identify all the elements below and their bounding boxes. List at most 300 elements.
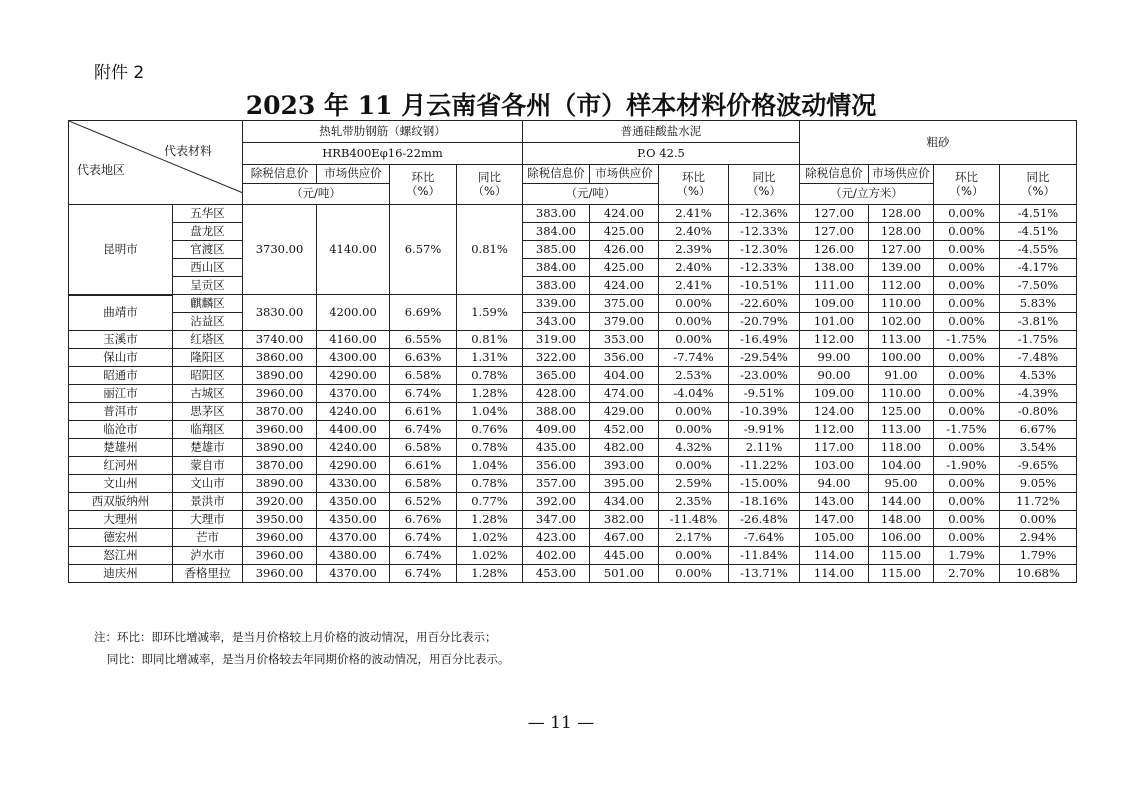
- cement-mom: 0.00%: [659, 421, 729, 439]
- cement-tax-excluded-price-header: 除税信息价: [523, 165, 590, 184]
- steel-market-price: 4370.00: [317, 565, 390, 583]
- steel-tax-excluded-price: 3730.00: [243, 205, 317, 295]
- cement-unit: （元/吨）: [523, 184, 659, 205]
- pct-label: （%）: [747, 183, 781, 198]
- cement-tax-excluded-price: 423.00: [523, 529, 590, 547]
- sand-mom: 0.00%: [934, 529, 1000, 547]
- city-name: 丽江市: [69, 385, 173, 403]
- sand-market-price: 115.00: [869, 565, 934, 583]
- sand-yoy: 5.83%: [1000, 295, 1077, 313]
- cement-market-price: 404.00: [590, 367, 659, 385]
- sand-tax-excluded-price: 101.00: [800, 313, 869, 331]
- cement-tax-excluded-price: 384.00: [523, 223, 590, 241]
- sand-mom: 0.00%: [934, 439, 1000, 457]
- steel-market-price: 4330.00: [317, 475, 390, 493]
- cement-market-price: 375.00: [590, 295, 659, 313]
- cement-market-price: 452.00: [590, 421, 659, 439]
- sand-mom-header: [934, 165, 1000, 205]
- cement-market-price: 429.00: [590, 403, 659, 421]
- city-name: 迪庆州: [69, 565, 173, 583]
- sand-tax-excluded-price: 112.00: [800, 421, 869, 439]
- steel-yoy: 1.31%: [457, 349, 523, 367]
- steel-mom: 6.74%: [390, 565, 457, 583]
- cement-yoy: -18.16%: [729, 493, 800, 511]
- sand-market-price: 110.00: [869, 295, 934, 313]
- steel-tax-excluded-price: 3890.00: [243, 475, 317, 493]
- sand-yoy: 3.54%: [1000, 439, 1077, 457]
- cement-tax-excluded-price: 409.00: [523, 421, 590, 439]
- steel-yoy: 1.28%: [457, 511, 523, 529]
- table-row: [69, 493, 1077, 511]
- cement-mom: 2.17%: [659, 529, 729, 547]
- cement-market-price: 445.00: [590, 547, 659, 565]
- cement-market-price: 353.00: [590, 331, 659, 349]
- steel-yoy: 1.28%: [457, 385, 523, 403]
- sand-mom: 0.00%: [934, 295, 1000, 313]
- district-name: 隆阳区: [173, 349, 243, 367]
- cement-yoy: -20.79%: [729, 313, 800, 331]
- cement-market-price: 474.00: [590, 385, 659, 403]
- cement-mom: 2.35%: [659, 493, 729, 511]
- cement-yoy: -12.36%: [729, 205, 800, 223]
- cement-tax-excluded-price: 384.00: [523, 259, 590, 277]
- cement-market-price: 482.00: [590, 439, 659, 457]
- cement-mom: 0.00%: [659, 313, 729, 331]
- sand-yoy: -4.39%: [1000, 385, 1077, 403]
- sand-mom: 0.00%: [934, 349, 1000, 367]
- sand-market-price: 106.00: [869, 529, 934, 547]
- sand-tax-excluded-price: 117.00: [800, 439, 869, 457]
- sand-mom: 0.00%: [934, 403, 1000, 421]
- table-row: [69, 295, 1077, 313]
- cement-yoy: -7.64%: [729, 529, 800, 547]
- sand-mom: 0.00%: [934, 241, 1000, 259]
- district-name: 香格里拉: [173, 565, 243, 583]
- cement-mom: 2.41%: [659, 205, 729, 223]
- steel-mom: 6.58%: [390, 439, 457, 457]
- sand-yoy: -3.81%: [1000, 313, 1077, 331]
- sand-mom: -1.75%: [934, 331, 1000, 349]
- city-name: 楚雄州: [69, 439, 173, 457]
- steel-market-price: 4290.00: [317, 367, 390, 385]
- cement-yoy: -9.91%: [729, 421, 800, 439]
- cement-tax-excluded-price: 435.00: [523, 439, 590, 457]
- mom-label: 环比: [682, 170, 705, 185]
- steel-market-price: 4300.00: [317, 349, 390, 367]
- steel-unit: （元/吨）: [243, 184, 390, 205]
- steel-tax-excluded-price: 3950.00: [243, 511, 317, 529]
- table-row: [69, 565, 1077, 583]
- steel-market-price: 4140.00: [317, 205, 390, 295]
- city-name: 德宏州: [69, 529, 173, 547]
- district-name: 蒙自市: [173, 457, 243, 475]
- sand-yoy: 9.05%: [1000, 475, 1077, 493]
- steel-market-price-header: 市场供应价: [317, 165, 390, 184]
- steel-tax-excluded-price: 3870.00: [243, 403, 317, 421]
- sand-mom: -1.90%: [934, 457, 1000, 475]
- table-row: [69, 241, 1077, 259]
- steel-yoy: 0.78%: [457, 367, 523, 385]
- cement-mom: 0.00%: [659, 547, 729, 565]
- cement-material-name: 普通硅酸盐水泥: [523, 121, 800, 143]
- sand-market-price: 128.00: [869, 223, 934, 241]
- sand-market-price: 112.00: [869, 277, 934, 295]
- district-name: 景洪市: [173, 493, 243, 511]
- cement-tax-excluded-price: 356.00: [523, 457, 590, 475]
- table-row: [69, 367, 1077, 385]
- sand-tax-excluded-price: 90.00: [800, 367, 869, 385]
- sand-mom: 0.00%: [934, 259, 1000, 277]
- sand-market-price: 104.00: [869, 457, 934, 475]
- table-row: [69, 529, 1077, 547]
- sand-tax-excluded-price: 143.00: [800, 493, 869, 511]
- cement-market-price: 501.00: [590, 565, 659, 583]
- sand-market-price: 118.00: [869, 439, 934, 457]
- cement-market-price: 425.00: [590, 259, 659, 277]
- sand-market-price: 148.00: [869, 511, 934, 529]
- steel-yoy: 1.59%: [457, 295, 523, 331]
- sand-yoy: 6.67%: [1000, 421, 1077, 439]
- district-name: 泸水市: [173, 547, 243, 565]
- sand-mom: 0.00%: [934, 511, 1000, 529]
- steel-yoy: 0.77%: [457, 493, 523, 511]
- sand-tax-excluded-price: 138.00: [800, 259, 869, 277]
- city-name: 大理州: [69, 511, 173, 529]
- sand-market-price: 95.00: [869, 475, 934, 493]
- steel-market-price: 4240.00: [317, 403, 390, 421]
- cement-mom: 0.00%: [659, 295, 729, 313]
- cement-yoy: -23.00%: [729, 367, 800, 385]
- steel-mom: 6.69%: [390, 295, 457, 331]
- district-name: 芒市: [173, 529, 243, 547]
- sand-tax-excluded-price: 114.00: [800, 547, 869, 565]
- pct-label: （%）: [676, 183, 711, 198]
- sand-mom: 0.00%: [934, 367, 1000, 385]
- steel-tax-excluded-price: 3890.00: [243, 439, 317, 457]
- cement-market-price: 467.00: [590, 529, 659, 547]
- district-name: 临翔区: [173, 421, 243, 439]
- table-row: [69, 259, 1077, 277]
- sand-mom: 0.00%: [934, 475, 1000, 493]
- cement-market-price: 425.00: [590, 223, 659, 241]
- district-name: 古城区: [173, 385, 243, 403]
- steel-tax-excluded-price: 3860.00: [243, 349, 317, 367]
- district-name: 盘龙区: [173, 223, 243, 241]
- cement-market-price: 395.00: [590, 475, 659, 493]
- cement-mom: 2.53%: [659, 367, 729, 385]
- table-row: [69, 421, 1077, 439]
- table-row: [69, 205, 1077, 223]
- cement-mom: 0.00%: [659, 403, 729, 421]
- city-name: 临沧市: [69, 421, 173, 439]
- sand-unit: （元/立方米）: [800, 184, 934, 205]
- sand-market-price: 115.00: [869, 547, 934, 565]
- cement-yoy: -11.84%: [729, 547, 800, 565]
- cement-yoy: -26.48%: [729, 511, 800, 529]
- steel-market-price: 4370.00: [317, 385, 390, 403]
- cement-market-price: 434.00: [590, 493, 659, 511]
- steel-tax-excluded-price: 3890.00: [243, 367, 317, 385]
- steel-mom: 6.52%: [390, 493, 457, 511]
- steel-tax-excluded-price: 3920.00: [243, 493, 317, 511]
- cement-mom: 0.00%: [659, 565, 729, 583]
- sand-mom: 0.00%: [934, 313, 1000, 331]
- cement-tax-excluded-price: 428.00: [523, 385, 590, 403]
- cement-tax-excluded-price: 388.00: [523, 403, 590, 421]
- sand-market-price: 113.00: [869, 331, 934, 349]
- district-name: 大理市: [173, 511, 243, 529]
- steel-market-price: 4350.00: [317, 493, 390, 511]
- table-header: [69, 121, 1077, 205]
- steel-yoy: 1.04%: [457, 403, 523, 421]
- cement-yoy: -16.49%: [729, 331, 800, 349]
- cement-yoy-header: [729, 165, 800, 205]
- cement-mom: 0.00%: [659, 457, 729, 475]
- steel-mom: 6.74%: [390, 547, 457, 565]
- sand-tax-excluded-price: 127.00: [800, 205, 869, 223]
- mom-label: 环比: [955, 170, 978, 185]
- sand-yoy: 10.68%: [1000, 565, 1077, 583]
- cement-mom: 2.41%: [659, 277, 729, 295]
- yoy-label: 同比: [478, 170, 501, 185]
- cement-tax-excluded-price: 343.00: [523, 313, 590, 331]
- steel-yoy: 1.02%: [457, 529, 523, 547]
- sand-mom: -1.75%: [934, 421, 1000, 439]
- steel-market-price: 4380.00: [317, 547, 390, 565]
- district-name: 呈贡区: [173, 277, 243, 295]
- sand-yoy: 2.94%: [1000, 529, 1077, 547]
- table-row: [69, 331, 1077, 349]
- table-row: [69, 403, 1077, 421]
- sand-market-price: 102.00: [869, 313, 934, 331]
- cement-tax-excluded-price: 453.00: [523, 565, 590, 583]
- city-name: 保山市: [69, 349, 173, 367]
- cement-mom: 2.40%: [659, 259, 729, 277]
- sand-tax-excluded-price: 94.00: [800, 475, 869, 493]
- steel-material-name: 热轧带肋钢筋（螺纹钢）: [243, 121, 523, 143]
- pct-label: （%）: [406, 183, 440, 198]
- price-table: [68, 120, 1077, 583]
- cement-mom: 4.32%: [659, 439, 729, 457]
- sand-mom: 1.79%: [934, 547, 1000, 565]
- sand-tax-excluded-price: 127.00: [800, 223, 869, 241]
- cement-market-price: 393.00: [590, 457, 659, 475]
- sand-tax-excluded-price: 103.00: [800, 457, 869, 475]
- city-name: 普洱市: [69, 403, 173, 421]
- sand-yoy: -0.80%: [1000, 403, 1077, 421]
- cement-yoy: -10.39%: [729, 403, 800, 421]
- city-name: 昭通市: [69, 367, 173, 385]
- yoy-label: 同比: [752, 170, 776, 185]
- table-row: [69, 385, 1077, 403]
- steel-mom: 6.61%: [390, 457, 457, 475]
- cement-mom: 2.40%: [659, 223, 729, 241]
- cement-market-price-header: 市场供应价: [590, 165, 659, 184]
- sand-yoy: 0.00%: [1000, 511, 1077, 529]
- sand-mom: 0.00%: [934, 277, 1000, 295]
- sand-material-name: 粗砂: [800, 121, 1077, 165]
- corner-label-material: 代表材料: [163, 144, 212, 158]
- steel-mom: 6.74%: [390, 385, 457, 403]
- sand-yoy: 11.72%: [1000, 493, 1077, 511]
- district-name: 思茅区: [173, 403, 243, 421]
- steel-tax-excluded-price: 3870.00: [243, 457, 317, 475]
- cement-tax-excluded-price: 339.00: [523, 295, 590, 313]
- header-corner-cell: [69, 121, 243, 205]
- cement-tax-excluded-price: 402.00: [523, 547, 590, 565]
- steel-market-price: 4370.00: [317, 529, 390, 547]
- steel-market-price: 4240.00: [317, 439, 390, 457]
- city-name: 怒江州: [69, 547, 173, 565]
- cement-mom: -4.04%: [659, 385, 729, 403]
- sand-market-price: 113.00: [869, 421, 934, 439]
- attachment-label: 附件 2: [94, 63, 145, 83]
- sand-market-price: 100.00: [869, 349, 934, 367]
- sand-tax-excluded-price: 99.00: [800, 349, 869, 367]
- steel-market-price: 4200.00: [317, 295, 390, 331]
- cement-tax-excluded-price: 319.00: [523, 331, 590, 349]
- district-name: 红塔区: [173, 331, 243, 349]
- sand-yoy: -4.51%: [1000, 223, 1077, 241]
- cement-yoy: -9.51%: [729, 385, 800, 403]
- cement-yoy: -11.22%: [729, 457, 800, 475]
- sand-yoy: -4.55%: [1000, 241, 1077, 259]
- steel-mom: 6.61%: [390, 403, 457, 421]
- table-body: [69, 205, 1077, 583]
- steel-mom: 6.55%: [390, 331, 457, 349]
- sand-mom: 0.00%: [934, 493, 1000, 511]
- page-title: 2023 年 11 月云南省各州（市）样本材料价格波动情况: [245, 91, 877, 120]
- sand-yoy: 4.53%: [1000, 367, 1077, 385]
- steel-tax-excluded-price: 3960.00: [243, 385, 317, 403]
- district-name: 沾益区: [173, 313, 243, 331]
- city-name: 西双版纳州: [69, 493, 173, 511]
- sand-yoy: 1.79%: [1000, 547, 1077, 565]
- sand-mom: 0.00%: [934, 223, 1000, 241]
- sand-yoy: -4.51%: [1000, 205, 1077, 223]
- steel-market-price: 4290.00: [317, 457, 390, 475]
- yoy-label: 同比: [1026, 170, 1050, 185]
- cement-mom: -7.74%: [659, 349, 729, 367]
- table-row: [69, 511, 1077, 529]
- sand-tax-excluded-price: 109.00: [800, 295, 869, 313]
- steel-market-price: 4160.00: [317, 331, 390, 349]
- sand-tax-excluded-price-header: 除税信息价: [800, 165, 869, 184]
- table-row: [69, 475, 1077, 493]
- sand-tax-excluded-price: 112.00: [800, 331, 869, 349]
- district-name: 麒麟区: [173, 295, 243, 313]
- city-name: 曲靖市: [69, 295, 173, 331]
- notes: [94, 626, 510, 670]
- steel-tax-excluded-price-header: 除税信息价: [243, 165, 317, 184]
- steel-tax-excluded-price: 3830.00: [243, 295, 317, 331]
- district-name: 昭阳区: [173, 367, 243, 385]
- cement-market-price: 379.00: [590, 313, 659, 331]
- sand-yoy: -7.48%: [1000, 349, 1077, 367]
- cement-tax-excluded-price: 365.00: [523, 367, 590, 385]
- steel-yoy: 0.76%: [457, 421, 523, 439]
- cement-yoy: -12.30%: [729, 241, 800, 259]
- cement-market-price: 356.00: [590, 349, 659, 367]
- note-mom: 注：环比：即环比增减率，是当月价格较上月价格的波动情况，用百分比表示；: [94, 630, 497, 644]
- sand-yoy: -4.17%: [1000, 259, 1077, 277]
- district-name: 西山区: [173, 259, 243, 277]
- district-name: 楚雄市: [173, 439, 243, 457]
- cement-yoy: -22.60%: [729, 295, 800, 313]
- steel-mom: 6.58%: [390, 367, 457, 385]
- sand-mom: 2.70%: [934, 565, 1000, 583]
- steel-material-spec: HRB400Eφ16-22mm: [243, 143, 523, 165]
- cement-tax-excluded-price: 322.00: [523, 349, 590, 367]
- sand-yoy: -1.75%: [1000, 331, 1077, 349]
- steel-yoy: 1.28%: [457, 565, 523, 583]
- steel-tax-excluded-price: 3960.00: [243, 421, 317, 439]
- steel-mom-header: [390, 165, 457, 205]
- sand-yoy-header: [1000, 165, 1077, 205]
- steel-mom: 6.74%: [390, 421, 457, 439]
- cement-yoy: -10.51%: [729, 277, 800, 295]
- steel-tax-excluded-price: 3740.00: [243, 331, 317, 349]
- sand-yoy: -9.65%: [1000, 457, 1077, 475]
- sand-market-price: 110.00: [869, 385, 934, 403]
- cement-mom-header: [659, 165, 729, 205]
- cement-tax-excluded-price: 383.00: [523, 277, 590, 295]
- sand-market-price: 144.00: [869, 493, 934, 511]
- sand-market-price: 127.00: [869, 241, 934, 259]
- table-row: [69, 277, 1077, 295]
- cement-yoy: 2.11%: [729, 439, 800, 457]
- steel-yoy: 0.78%: [457, 439, 523, 457]
- cement-mom: 2.39%: [659, 241, 729, 259]
- corner-label-region: 代表地区: [77, 163, 126, 178]
- steel-mom: 6.57%: [390, 205, 457, 295]
- steel-mom: 6.63%: [390, 349, 457, 367]
- table-row: [69, 313, 1077, 331]
- district-name: 五华区: [173, 205, 243, 223]
- sand-mom: 0.00%: [934, 385, 1000, 403]
- steel-mom: 6.74%: [390, 529, 457, 547]
- steel-yoy-header: [457, 165, 523, 205]
- table-row: [69, 223, 1077, 241]
- steel-tax-excluded-price: 3960.00: [243, 565, 317, 583]
- cement-yoy: -29.54%: [729, 349, 800, 367]
- table-row: [69, 547, 1077, 565]
- sand-tax-excluded-price: 109.00: [800, 385, 869, 403]
- steel-yoy: 0.78%: [457, 475, 523, 493]
- cement-tax-excluded-price: 383.00: [523, 205, 590, 223]
- cement-yoy: -12.33%: [729, 223, 800, 241]
- steel-tax-excluded-price: 3960.00: [243, 529, 317, 547]
- steel-yoy: 0.81%: [457, 205, 523, 295]
- cement-material-spec: P.O 42.5: [523, 143, 800, 165]
- steel-tax-excluded-price: 3960.00: [243, 547, 317, 565]
- city-name: 玉溪市: [69, 331, 173, 349]
- cement-yoy: -13.71%: [729, 565, 800, 583]
- sand-market-price: 128.00: [869, 205, 934, 223]
- cement-tax-excluded-price: 392.00: [523, 493, 590, 511]
- cement-mom: 2.59%: [659, 475, 729, 493]
- steel-mom: 6.58%: [390, 475, 457, 493]
- city-name: 红河州: [69, 457, 173, 475]
- sand-market-price: 91.00: [869, 367, 934, 385]
- steel-yoy: 1.04%: [457, 457, 523, 475]
- district-name: 官渡区: [173, 241, 243, 259]
- mom-label: 环比: [411, 170, 435, 185]
- cement-yoy: -12.33%: [729, 259, 800, 277]
- sand-mom: 0.00%: [934, 205, 1000, 223]
- steel-mom: 6.76%: [390, 511, 457, 529]
- pct-label: （%）: [1021, 183, 1055, 198]
